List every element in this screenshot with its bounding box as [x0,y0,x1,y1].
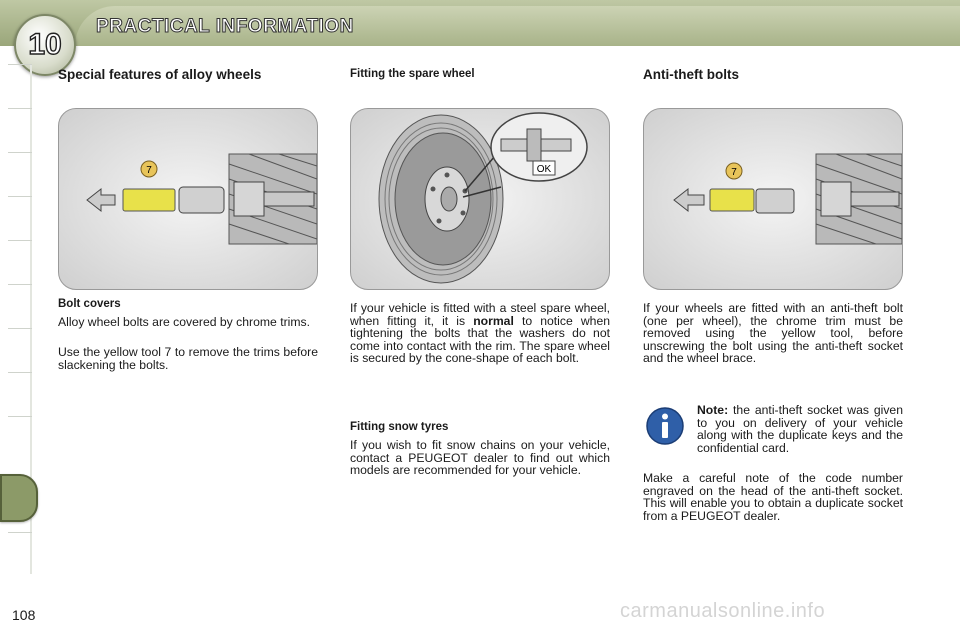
text-code-number: Make a careful note of the code number engraved on the head of the anti-theft socket. This will enable you to obtain a duplicate socket from a PEUGEOT dealer. [643,471,903,523]
text-use-yellow-tool: Use the yellow tool 7 to remove the trims before slackening the bolts. [58,345,318,372]
text-bolt-covers: Alloy wheel bolts are covered by chrome trims. [58,315,310,329]
note-anti-theft [697,404,903,454]
page-title: PRACTICAL INFORMATION [96,16,354,37]
tool-number-label: 7 [731,167,737,178]
chapter-number: 10 [28,28,62,61]
note-label: Note: [697,403,729,417]
chapter-tab-9[interactable] [8,416,32,453]
illustration-spare-wheel [350,108,610,290]
heading-spare-wheel: Fitting the spare wheel [350,68,475,80]
tool-number-label: 7 [146,165,152,176]
chapter-tab-4[interactable] [8,196,32,233]
watermark: carmanualsonline.info [620,600,826,622]
chapter-tab-11[interactable] [8,532,32,569]
anti-theft-illustration [644,109,902,289]
spare-wheel-illustration [351,109,609,289]
chapter-tab-8[interactable] [8,372,32,409]
arrow-left-icon [674,189,704,211]
text-spare-wheel-bold: normal [473,313,514,328]
chapter-tab-10-active[interactable] [0,474,38,522]
heading-anti-theft: Anti-theft bolts [643,67,739,82]
ok-label: OK [536,164,552,175]
text-anti-theft: If your wheels are fitted with an anti-theft bolt (one per wheel), the chrome trim must be removed using the yellow tool, before unscrewing the bolt using the anti-theft socket and the wheel brace. [643,301,903,366]
text-snow-tyres: If you wish to fit snow chains on your vehicle, contact a PEUGEOT dealer to find out which models are recommended for your vehicle. [350,438,610,478]
chapter-tabs [0,64,34,574]
chapter-tab-3[interactable] [8,152,32,189]
chapter-tab-1[interactable] [8,64,32,101]
illustration-anti-theft [643,108,903,290]
yellow-tool-7 [710,189,754,211]
chapter-tab-2[interactable] [8,108,32,145]
heading-alloy-wheels: Special features of alloy wheels [58,67,262,82]
chapter-tab-7[interactable] [8,328,32,365]
chapter-tab-5[interactable] [8,240,32,277]
illustration-bolt-cover [58,108,318,290]
yellow-tool-7 [123,189,175,211]
text-spare-wheel-part2: to notice when tightening the bolts that the washers do not come into contact with the rim. The spare wheel is secured by the cone-shape of each bolt. [350,313,610,366]
info-icon [645,406,685,446]
chapter-tab-6[interactable] [8,284,32,321]
page-number: 108 [12,607,36,623]
bolt-cover-illustration [59,109,317,289]
note-text: the anti-theft socket was given to you on delivery of your vehicle along with the duplicate keys and the confidential card. [697,403,903,455]
subheading-snow-tyres: Fitting snow tyres [350,421,449,433]
text-spare-wheel [350,302,610,365]
subheading-bolt-covers: Bolt covers [58,298,121,310]
text-spare-wheel-part1: If your vehicle is fitted with a steel spare wheel, when fitting it, it is [350,301,610,328]
arrow-left-icon [87,189,115,211]
